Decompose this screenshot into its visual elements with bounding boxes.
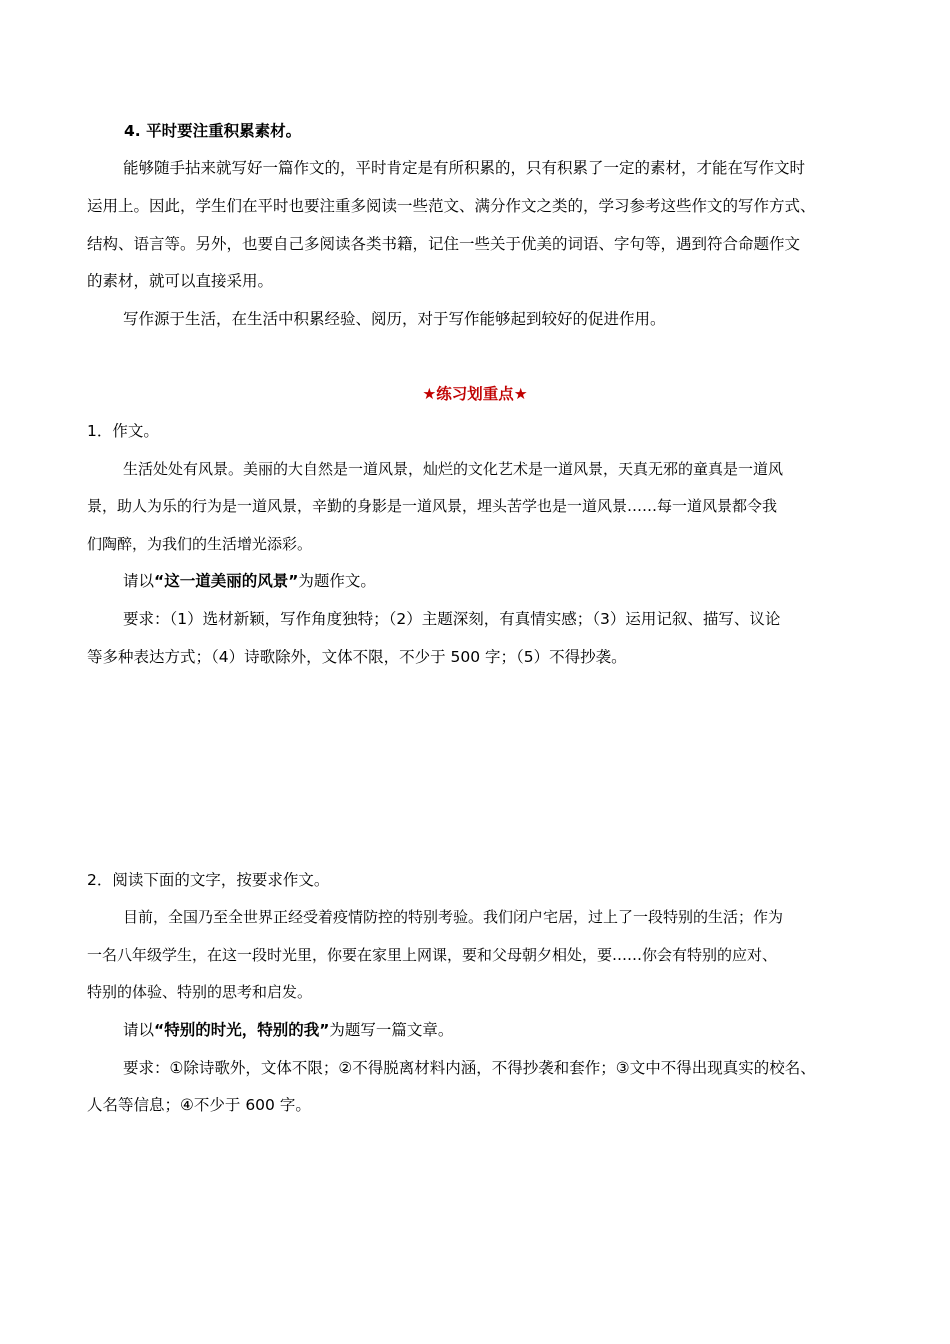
material-line: 生活处处有风景。美丽的大自然是一道风景，灿烂的文化艺术是一道风景，天真无邪的童真是一道风 bbox=[123, 460, 784, 478]
prompt-line bbox=[123, 1020, 453, 1040]
question-number: 1．作文。 bbox=[87, 422, 159, 440]
requirements-line: 要求：（1）选材新颖，写作角度独特；（2）主题深刻，有真情实感；（3）运用记叙、描写、议论 bbox=[123, 610, 781, 628]
section-heading: 4. 平时要注重积累素材。 bbox=[124, 122, 302, 140]
practice-title: ★练习划重点★ bbox=[422, 385, 528, 403]
paragraph-line: 写作源于生活，在生活中积累经验、阅历，对于写作能够起到较好的促进作用。 bbox=[123, 310, 666, 328]
prompt-prefix: 请以 bbox=[123, 1021, 155, 1039]
essay-title: “特别的时光，特别的我” bbox=[154, 1021, 330, 1039]
requirements-line: 要求：①除诗歌外，文体不限；②不得脱离材料内涵，不得抄袭和套作；③文中不得出现真实的校名、 bbox=[123, 1059, 816, 1077]
material-line: 们陶醉，为我们的生活增光添彩。 bbox=[87, 535, 313, 553]
material-line: 一名八年级学生，在这一段时光里，你要在家里上网课，要和父母朝夕相处，要……你会有特别的应对、 bbox=[87, 946, 778, 964]
paragraph-line: 结构、语言等。另外，也要自己多阅读各类书籍，记住一些关于优美的词语、字句等，遇到符合命题作文 bbox=[87, 235, 801, 253]
paragraph-line: 的素材，就可以直接采用。 bbox=[87, 272, 274, 290]
essay-title: “这一道美丽的风景” bbox=[154, 572, 299, 590]
material-line: 景，助人为乐的行为是一道风景，辛勤的身影是一道风景，埋头苦学也是一道风景……每一道风景都令我 bbox=[87, 497, 778, 515]
paragraph-line: 运用上。因此，学生们在平时也要注重多阅读一些范文、满分作文之类的，学习参考这些作文的写作方式、 bbox=[87, 197, 816, 215]
requirements-line: 人名等信息；④不少于 600 字。 bbox=[87, 1096, 311, 1114]
material-line: 特别的体验、特别的思考和启发。 bbox=[87, 983, 313, 1001]
question-number: 2．阅读下面的文字，按要求作文。 bbox=[87, 871, 330, 889]
prompt-suffix: 为题写一篇文章。 bbox=[329, 1021, 454, 1039]
requirements-line: 等多种表达方式；（4）诗歌除外，文体不限，不少于 500 字；（5）不得抄袭。 bbox=[87, 648, 627, 666]
prompt-line bbox=[123, 571, 376, 591]
prompt-prefix: 请以 bbox=[123, 572, 155, 590]
paragraph-line: 能够随手拈来就写好一篇作文的，平时肯定是有所积累的，只有积累了一定的素材，才能在写作文时 bbox=[123, 159, 806, 177]
prompt-suffix: 为题作文。 bbox=[298, 572, 376, 590]
material-line: 目前，全国乃至全世界正经受着疫情防控的特别考验。我们闭户宅居，过上了一段特别的生活；作为 bbox=[123, 908, 784, 926]
